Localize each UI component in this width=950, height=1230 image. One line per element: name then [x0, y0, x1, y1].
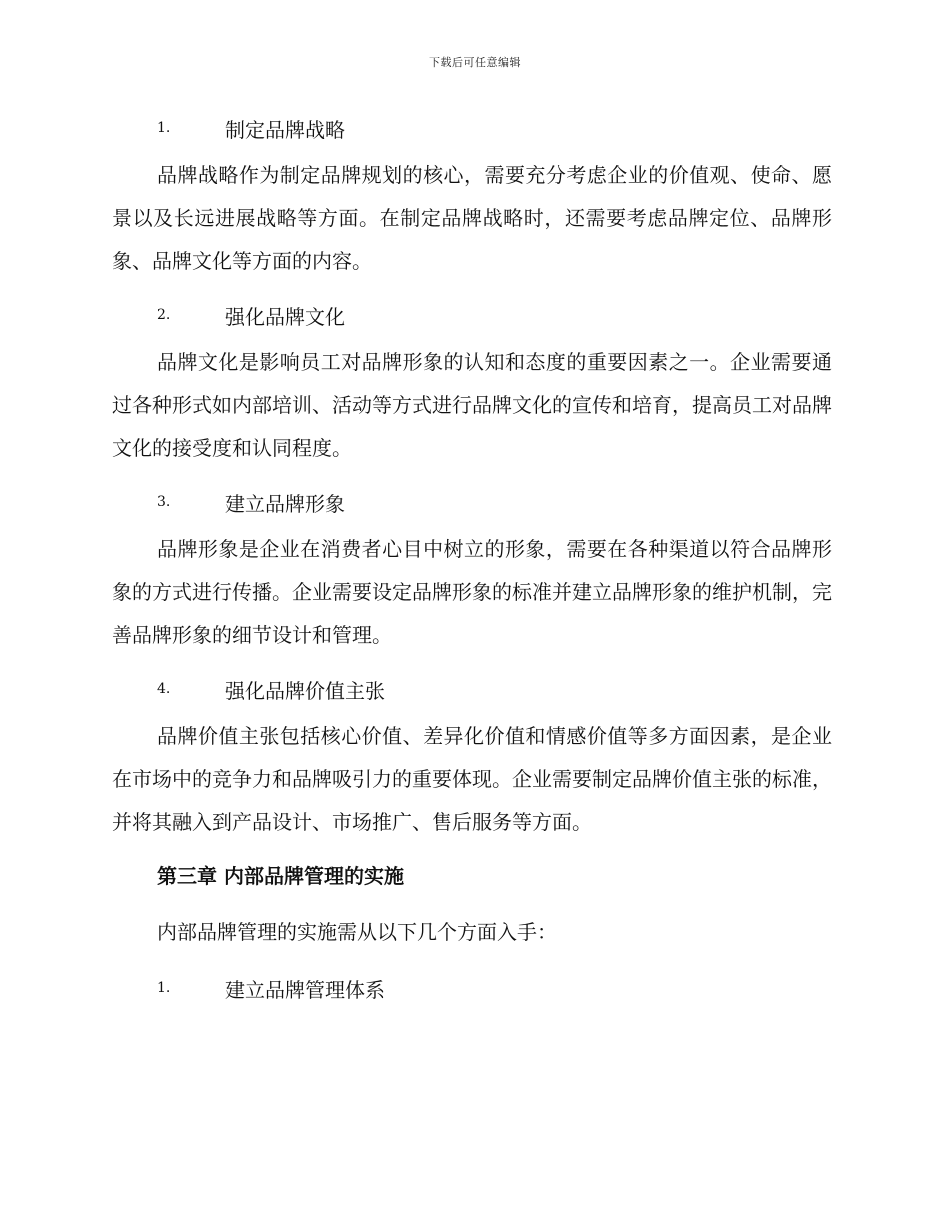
- header-note: 下载后可任意编辑: [429, 56, 521, 69]
- section-title: 制定品牌战略: [225, 117, 345, 142]
- section-title: 强化品牌文化: [225, 304, 345, 329]
- section-heading-3: [157, 484, 832, 520]
- section-heading-1: [157, 110, 832, 146]
- chapter-item-1: [157, 970, 832, 1006]
- section-title: 建立品牌形象: [225, 491, 345, 516]
- section-paragraph-1: 品牌战略作为制定品牌规划的核心，需要充分考虑企业的价值观、使命、愿景以及长远进展战略等方面。在制定品牌战略时，还需要考虑品牌定位、品牌形象、品牌文化等方面的内容。: [112, 163, 832, 273]
- section-number: 4.: [157, 681, 171, 697]
- item-title: 建立品牌管理体系: [225, 977, 385, 1002]
- chapter-title: 第三章 内部品牌管理的实施: [157, 864, 404, 888]
- section-paragraph-2: 品牌文化是影响员工对品牌形象的认知和态度的重要因素之一。企业需要通过各种形式如内部培训、活动等方式进行品牌文化的宣传和培育，提高员工对品牌文化的接受度和认同程度。: [112, 350, 832, 460]
- section-heading-2: [157, 297, 832, 333]
- chapter-intro: 内部品牌管理的实施需从以下几个方面入手：: [157, 920, 557, 944]
- section-heading-4: [157, 671, 832, 707]
- section-paragraph-4: 品牌价值主张包括核心价值、差异化价值和情感价值等多方面因素，是企业在市场中的竞争力和品牌吸引力的重要体现。企业需要制定品牌价值主张的标准，并将其融入到产品设计、市场推广、售后服务等方面。: [112, 724, 832, 834]
- section-number: 2.: [157, 307, 171, 323]
- section-number: 3.: [157, 494, 171, 510]
- section-paragraph-3: 品牌形象是企业在消费者心目中树立的形象，需要在各种渠道以符合品牌形象的方式进行传播。企业需要设定品牌形象的标准并建立品牌形象的维护机制，完善品牌形象的细节设计和管理。: [112, 537, 832, 647]
- item-number: 1.: [157, 980, 171, 996]
- section-number: 1.: [157, 120, 171, 136]
- section-title: 强化品牌价值主张: [225, 678, 385, 703]
- document-content: [112, 110, 832, 1006]
